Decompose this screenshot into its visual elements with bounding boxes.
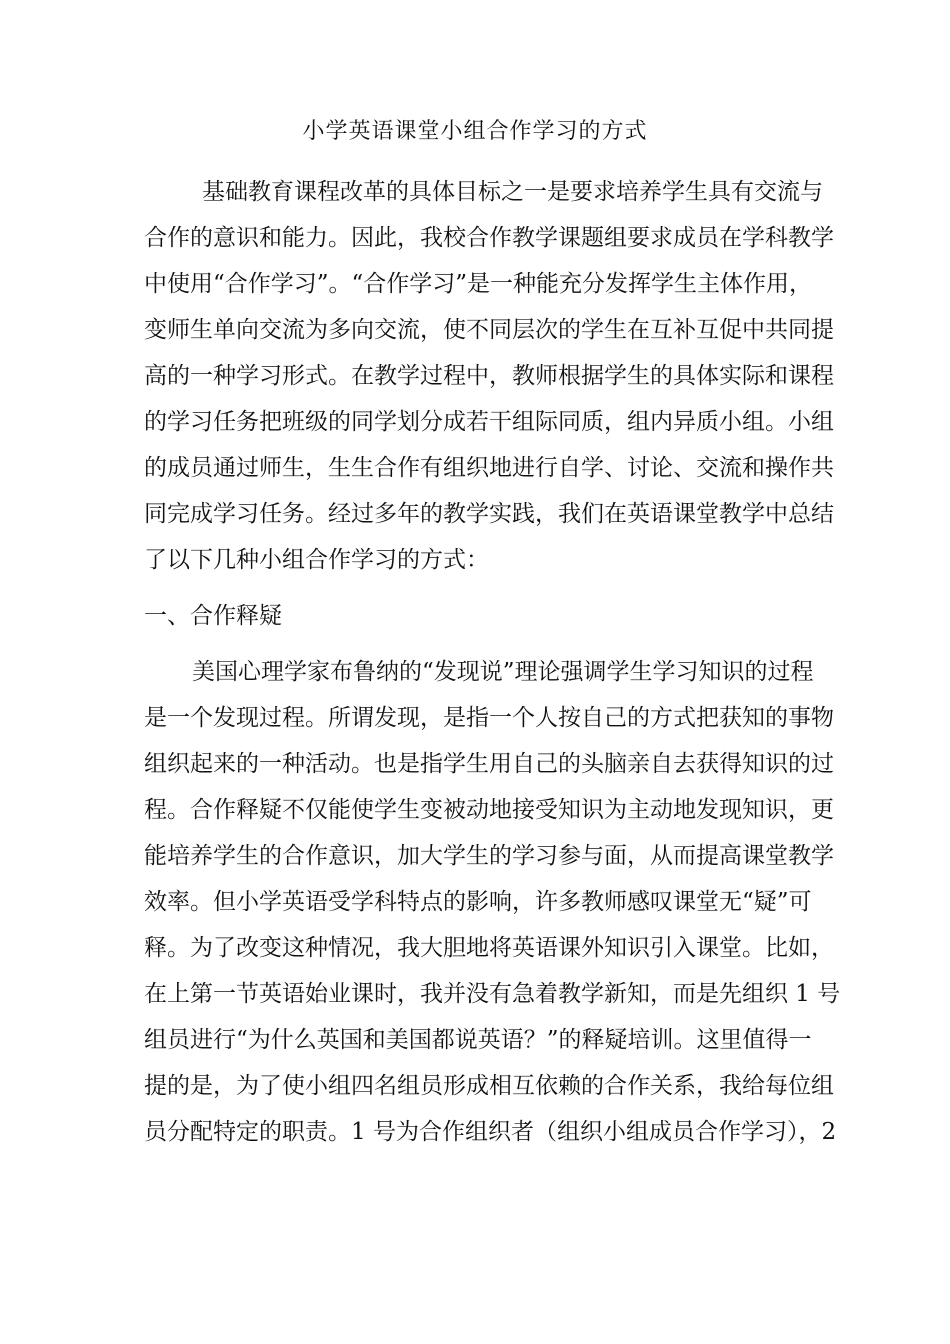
paragraph-line: 程。合作释疑不仅能使学生变被动地接受知识为主动地发现知识，更 bbox=[144, 797, 834, 823]
paragraph-line: 变师生单向交流为多向交流，使不同层次的学生在互补互促中共同提 bbox=[144, 317, 834, 343]
paragraph-line: 合作的意识和能力。因此，我校合作教学课题组要求成员在学科教学 bbox=[144, 225, 834, 251]
paragraph-line: 基础教育课程改革的具体目标之一是要求培养学生具有交流与 bbox=[202, 179, 823, 205]
paragraph-line: 的成员通过师生，生生合作有组织地进行自学、讨论、交流和操作共 bbox=[144, 455, 834, 481]
paragraph-line: 员分配特定的职责。1 号为合作组织者（组织小组成员合作学习），2 bbox=[144, 1119, 837, 1145]
paragraph-line: 提的是，为了使小组四名组员形成相互依赖的合作关系，我给每位组 bbox=[144, 1073, 834, 1099]
paragraph-line: 释。为了改变这种情况，我大胆地将英语课外知识引入课堂。比如， bbox=[144, 935, 834, 961]
paragraph-line: 美国心理学家布鲁纳的“发现说”理论强调学生学习知识的过程 bbox=[192, 659, 814, 685]
paragraph-line: 组员进行“为什么英国和美国都说英语？”的释疑培训。这里值得一 bbox=[144, 1027, 812, 1053]
paragraph-line: 中使用“合作学习”。“合作学习”是一种能充分发挥学生主体作用， bbox=[144, 271, 813, 297]
paragraph-line: 了以下几种小组合作学习的方式： bbox=[144, 547, 489, 573]
paragraph-line: 同完成学习任务。经过多年的教学实践，我们在英语课堂教学中总结 bbox=[144, 501, 834, 527]
document-title: 小学英语课堂小组合作学习的方式 bbox=[302, 119, 648, 144]
paragraph-line: 是一个发现过程。所谓发现，是指一个人按自己的方式把获知的事物 bbox=[144, 705, 834, 731]
paragraph-line: 组织起来的一种活动。也是指学生用自己的头脑亲自去获得知识的过 bbox=[144, 751, 834, 777]
section-heading: 一、合作释疑 bbox=[144, 603, 282, 629]
paragraph-line: 能培养学生的合作意识，加大学生的学习参与面，从而提高课堂教学 bbox=[144, 843, 834, 869]
paragraph-line: 效率。但小学英语受学科特点的影响，许多教师感叹课堂无“疑”可 bbox=[144, 889, 812, 915]
paragraph-line: 高的一种学习形式。在教学过程中，教师根据学生的具体实际和课程 bbox=[144, 363, 834, 389]
paragraph-line: 的学习任务把班级的同学划分成若干组际同质，组内异质小组。小组 bbox=[144, 409, 834, 435]
paragraph-line: 在上第一节英语始业课时，我并没有急着教学新知，而是先组织 1 号 bbox=[144, 981, 841, 1007]
